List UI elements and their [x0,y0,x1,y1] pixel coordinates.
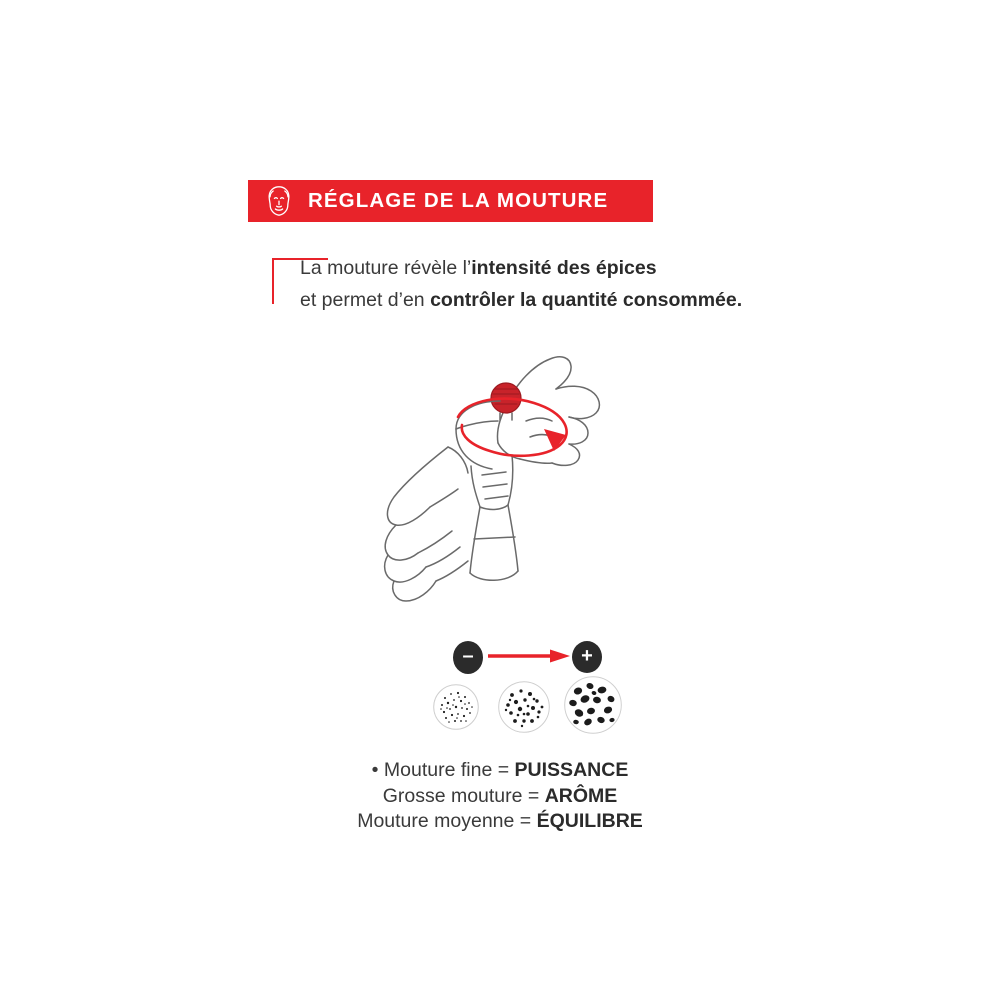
legend-row-medium-plain: Mouture moyenne = [357,810,537,832]
banner-title: RÉGLAGE DE LA MOUTURE [308,189,609,212]
plus-badge-icon: + [572,641,602,673]
intro-line-2-bold: contrôler la quantité consommée. [430,289,743,311]
grind-legend [200,758,800,835]
legend-row-coarse [200,784,800,810]
grind-samples [430,676,622,736]
right-arrow-icon [488,649,570,663]
legend-row-fine-bold: PUISSANCE [514,759,629,781]
legend-row-coarse-plain: Grosse mouture = [382,784,545,807]
grind-sample-coarse [564,676,622,734]
coarseness-scale [440,641,615,673]
legend-row-medium-bold: ÉQUILIBRE [536,810,643,832]
intro-line-2 [300,284,742,316]
intro-line-1 [300,252,742,284]
legend-row-fine [200,758,800,784]
intro-line-1-plain: La mouture révèle l’ [300,257,472,279]
intro-text [300,252,742,316]
rotation-arrow-head [544,429,566,451]
minus-badge-icon: – [453,641,483,674]
intro-line-1-bold: intensité des épices [471,257,657,279]
lion-head-icon [264,185,294,217]
legend-row-fine-plain: • Mouture fine = [371,759,515,781]
legend-row-medium [200,809,800,835]
grind-sample-fine [433,684,479,730]
mill-illustration-svg [330,325,670,625]
grind-sample-medium [498,681,550,733]
mill-illustration [330,325,670,625]
legend-row-coarse-bold: ARÔME [544,784,618,807]
header-banner [248,180,653,222]
intro-line-2-plain: et permet d’en [300,289,431,311]
